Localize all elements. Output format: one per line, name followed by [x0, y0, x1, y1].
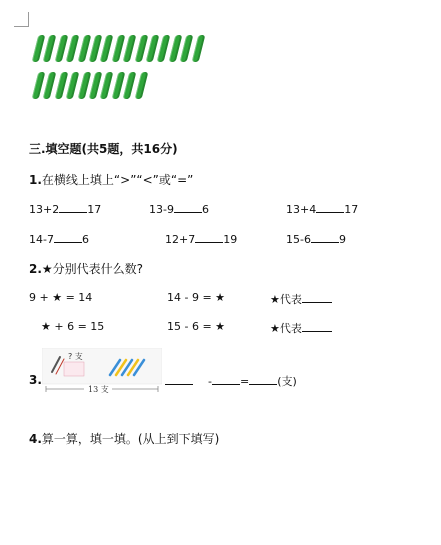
- q2-row2-answer: [270, 320, 332, 336]
- question-1-header: [29, 171, 193, 188]
- q3-equation: [165, 373, 297, 389]
- q1-item-6: [286, 232, 346, 246]
- q1-item-5-blank[interactable]: [195, 232, 223, 243]
- question-1-number: 1.: [29, 173, 42, 187]
- question-2-header: [29, 260, 143, 277]
- q1-item-3: [286, 202, 358, 216]
- q1-item-3-right: 17: [344, 203, 359, 216]
- question-4-number: 4.: [29, 432, 42, 446]
- q2-row1-blank[interactable]: [302, 292, 332, 303]
- q1-item-1-right: 17: [87, 203, 102, 216]
- q2-row2-blank[interactable]: [302, 321, 332, 332]
- q1-item-6-right: 9: [338, 233, 346, 246]
- q1-item-2: [149, 202, 209, 216]
- question-4-header: [29, 430, 219, 447]
- q1-item-4-right: 6: [81, 233, 89, 246]
- question-3-number: 3.: [29, 373, 42, 387]
- q2-row1-eq2: 14 - 9 = ★: [167, 291, 226, 304]
- q1-item-1-left: 13+2: [29, 203, 60, 216]
- q2-row1-answer: [270, 291, 332, 307]
- q1-item-6-blank[interactable]: [311, 232, 339, 243]
- counting-sticks-figure: [0, 0, 441, 110]
- question-1-text: 在横线上填上“>”“<”或“=”: [41, 173, 194, 187]
- q1-item-5-right: 19: [223, 233, 238, 246]
- q1-item-6-left: 15-6: [286, 233, 311, 246]
- q1-item-4-left: 14-7: [29, 233, 54, 246]
- pens-question-label: ? 支: [68, 352, 83, 361]
- q1-item-1: [29, 202, 101, 216]
- counting-stick: [191, 35, 205, 62]
- q3-blank-3[interactable]: [249, 374, 277, 385]
- q3-unit: (支): [277, 375, 297, 388]
- q2-row2-eq1: ★ + 6 = 15: [41, 320, 105, 333]
- q1-item-2-right: 6: [201, 203, 209, 216]
- pens-total-label: 13 支: [88, 385, 109, 394]
- q3-blank-2[interactable]: [212, 374, 240, 385]
- question-2-text: ★分别代表什么数?: [41, 262, 144, 276]
- q1-item-1-blank[interactable]: [59, 202, 87, 213]
- q1-item-4-blank[interactable]: [54, 232, 82, 243]
- q3-equals: =: [239, 375, 250, 388]
- section-title: 三.填空题(共5题，共16分): [29, 142, 178, 156]
- q1-item-2-blank[interactable]: [174, 202, 202, 213]
- q2-row1-label: ★代表: [270, 293, 302, 306]
- counting-stick: [134, 72, 148, 99]
- q3-blank-1[interactable]: [165, 374, 193, 385]
- pens-figure: [42, 348, 162, 402]
- question-2-number: 2.: [29, 262, 42, 276]
- q3-minus: -: [208, 375, 212, 388]
- q1-item-5: [165, 232, 237, 246]
- q2-row1-eq1: 9 + ★ = 14: [29, 291, 93, 304]
- q1-item-5-left: 12+7: [165, 233, 196, 246]
- q2-row2-eq2: 15 - 6 = ★: [167, 320, 226, 333]
- q1-item-2-left: 13-9: [149, 203, 174, 216]
- q1-item-4: [29, 232, 89, 246]
- question-4-text: 算一算，填一填。(从上到下填写): [41, 432, 220, 446]
- q2-row2-label: ★代表: [270, 322, 302, 335]
- q1-item-3-blank[interactable]: [316, 202, 344, 213]
- q1-item-3-left: 13+4: [286, 203, 317, 216]
